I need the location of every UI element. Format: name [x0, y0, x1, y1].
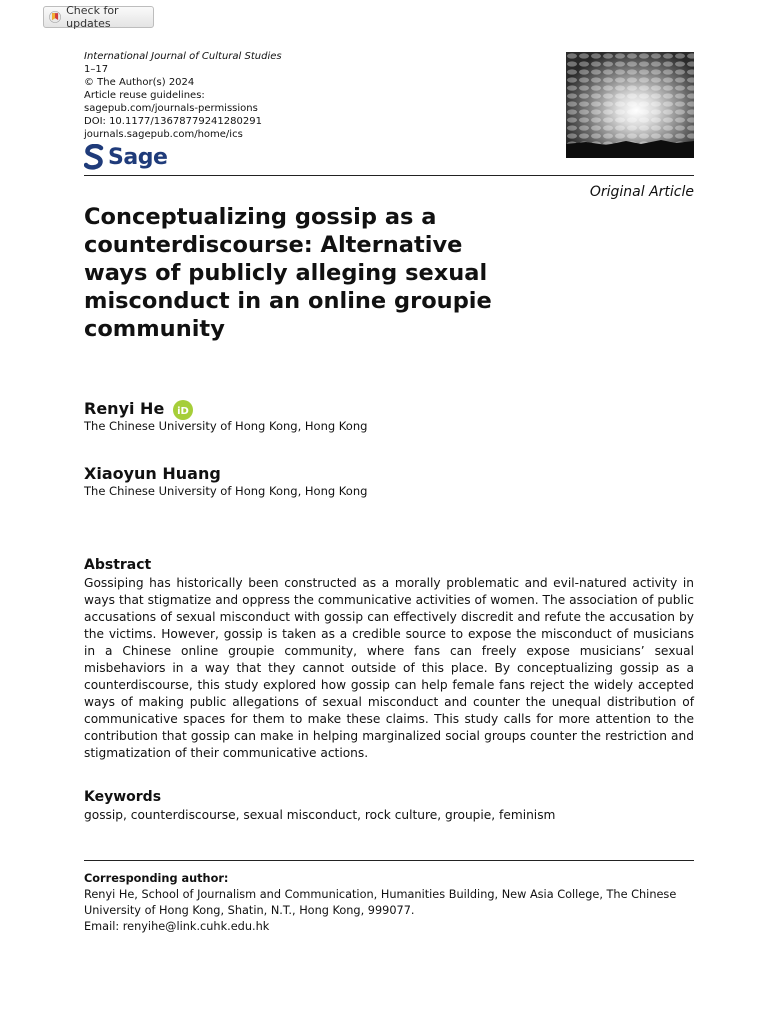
keywords-heading: Keywords [84, 789, 162, 805]
page-range: 1–17 [84, 64, 109, 75]
sage-logo [84, 142, 167, 172]
corresponding-author [84, 871, 694, 935]
journal-meta [84, 50, 282, 141]
footer-divider [84, 860, 694, 861]
author-name-2: Xiaoyun Huang [84, 464, 221, 483]
sage-wordmark: Sage [108, 144, 168, 170]
abstract-heading: Abstract [84, 557, 152, 573]
journal-link[interactable]: journals.sagepub.com/home/ics [84, 129, 243, 140]
author-name-1 [84, 399, 193, 420]
reuse-label: Article reuse guidelines: [84, 90, 205, 101]
journal-cover-image [566, 52, 694, 158]
check-for-updates-button[interactable] [43, 6, 154, 28]
reuse-link[interactable]: sagepub.com/journals-permissions [84, 103, 258, 114]
article-type: Original Article [589, 184, 694, 200]
corresponding-email[interactable]: Email: renyihe@link.cuhk.edu.hk [84, 920, 270, 933]
sage-s-icon [84, 144, 104, 170]
author-affiliation-2: The Chinese University of Hong Kong, Hong Kong [84, 484, 368, 498]
header-divider [84, 175, 694, 176]
article-title: Conceptualizing gossip as a counterdiscourse: Alternative ways of publicly alleging sexual misconduct in an online groupie community [84, 204, 492, 342]
copyright: © The Author(s) 2024 [84, 77, 195, 88]
orcid-label: iD [177, 405, 189, 417]
crossmark-icon [49, 10, 61, 24]
orcid-icon[interactable] [173, 400, 193, 420]
author-1-name-text: Renyi He [84, 399, 165, 418]
author-affiliation-1: The Chinese University of Hong Kong, Hong Kong [84, 419, 368, 433]
keywords-text: gossip, counterdiscourse, sexual misconduct, rock culture, groupie, feminism [84, 808, 556, 822]
check-for-updates-label: Check for updates [66, 4, 119, 30]
doi[interactable]: DOI: 10.1177/13678779241280291 [84, 116, 262, 127]
abstract-text: Gossiping has historically been constructed as a morally problematic and evil-natured activity in ways that stigmatize and oppress the communicative activities of women. The association of public accusations of sexual misconduct with gossip can effectively discredit and refute the accusation by the victims. However, gossip is taken as a credible source to expose the misconduct of musicians in a Chinese online groupie community, where fans can freely expose musicians’ sexual misbehaviors in a way that they cannot outside of this place. By conceptualizing gossip as a counterdiscourse, this study explored how gossip can help female fans reject the widely accepted ways of making public allegations of sexual misconduct and counter the unequal distribution of communicative spaces for them to make these claims. This study calls for more attention to the contribution that gossip can make in helping marginalized social groups counter the restriction and stigmatization of their communicative actions. [84, 576, 694, 760]
corresponding-heading: Corresponding author: [84, 872, 229, 885]
journal-name: International Journal of Cultural Studies [84, 51, 282, 62]
corresponding-address: Renyi He, School of Journalism and Communication, Humanities Building, New Asia College, The Chinese University of Hong Kong, Shatin, N.T., Hong Kong, 999077. [84, 888, 677, 917]
